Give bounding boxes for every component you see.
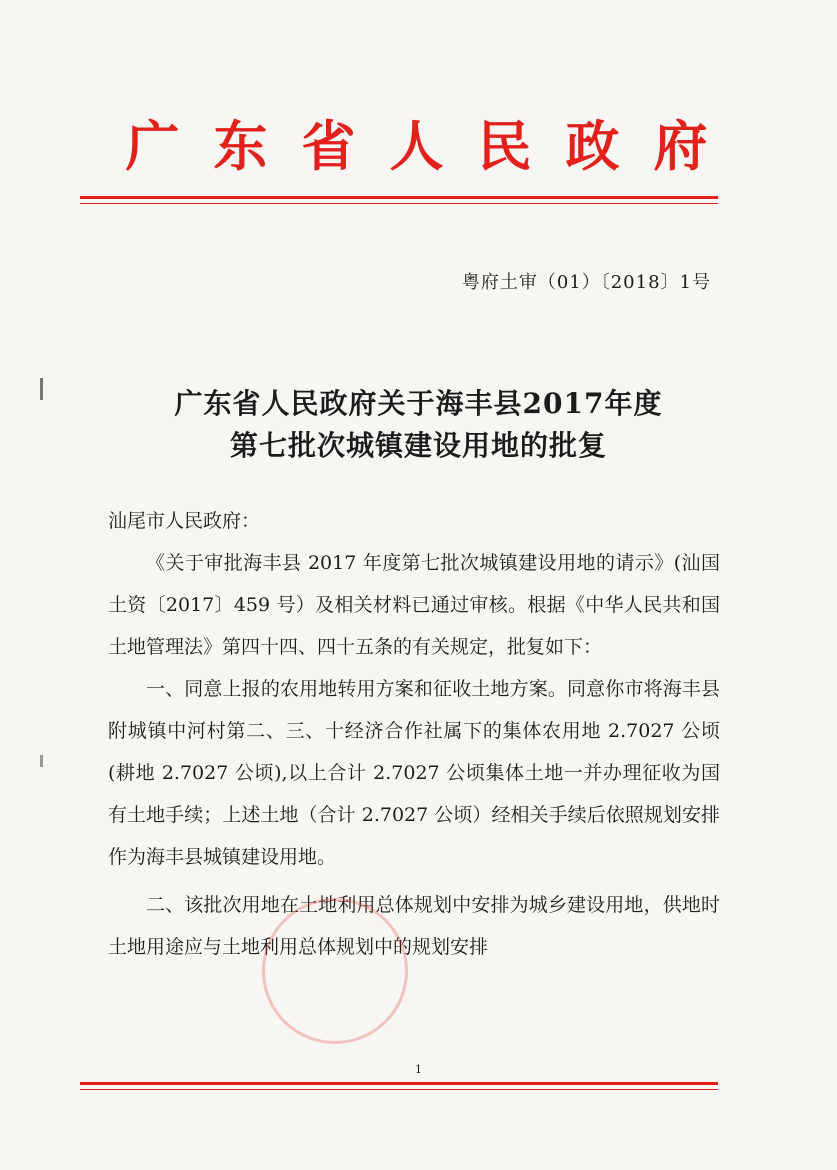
document-body xyxy=(108,500,720,968)
document-title-line-2: 第七批次城镇建设用地的批复 xyxy=(229,429,607,462)
issuer-header: 广东省人民政府 xyxy=(125,114,742,178)
footer-rule-thick xyxy=(80,1082,718,1085)
addressee: 汕尾市人民政府： xyxy=(108,510,261,532)
official-seal-show-through xyxy=(262,898,408,1044)
footer-rule-thin xyxy=(80,1089,718,1090)
page-number: 1 xyxy=(415,1063,422,1076)
document-title-line-1: 广东省人民政府关于海丰县2017年度 xyxy=(174,387,663,420)
binding-mark xyxy=(40,378,43,400)
binding-mark xyxy=(40,755,43,767)
header-rule-thin xyxy=(80,203,718,204)
document-number: 粤府土审（01）〔2018〕1号 xyxy=(461,272,711,293)
body-paragraph-1: 《关于审批海丰县 2017 年度第七批次城镇建设用地的请示》(汕国土资〔2017〕459 号）及相关材料已通过审核。根据《中华人民共和国土地管理法》第四十四、四十五条的有关规定，批复如下： xyxy=(108,552,720,658)
header-rule-thick xyxy=(80,196,718,199)
body-paragraph-2: 一、同意上报的农用地转用方案和征收土地方案。同意你市将海丰县附城镇中河村第二、三、十经济合作社属下的集体农用地 2.7027 公顷(耕地 2.7027 公顷),以上合计 2.7027 公顷集体土地一并办理征收为国有土地手续；上述土地（合计 2.7027 公顷）经相关手续后依照规划安排作为海丰县城镇建设用地。 xyxy=(108,678,720,868)
body-paragraph-3: 二、该批次用地在土地利用总体规划中安排为城乡建设用地，供地时土地用途应与土地利用总体规划中的规划安排 xyxy=(108,894,720,958)
